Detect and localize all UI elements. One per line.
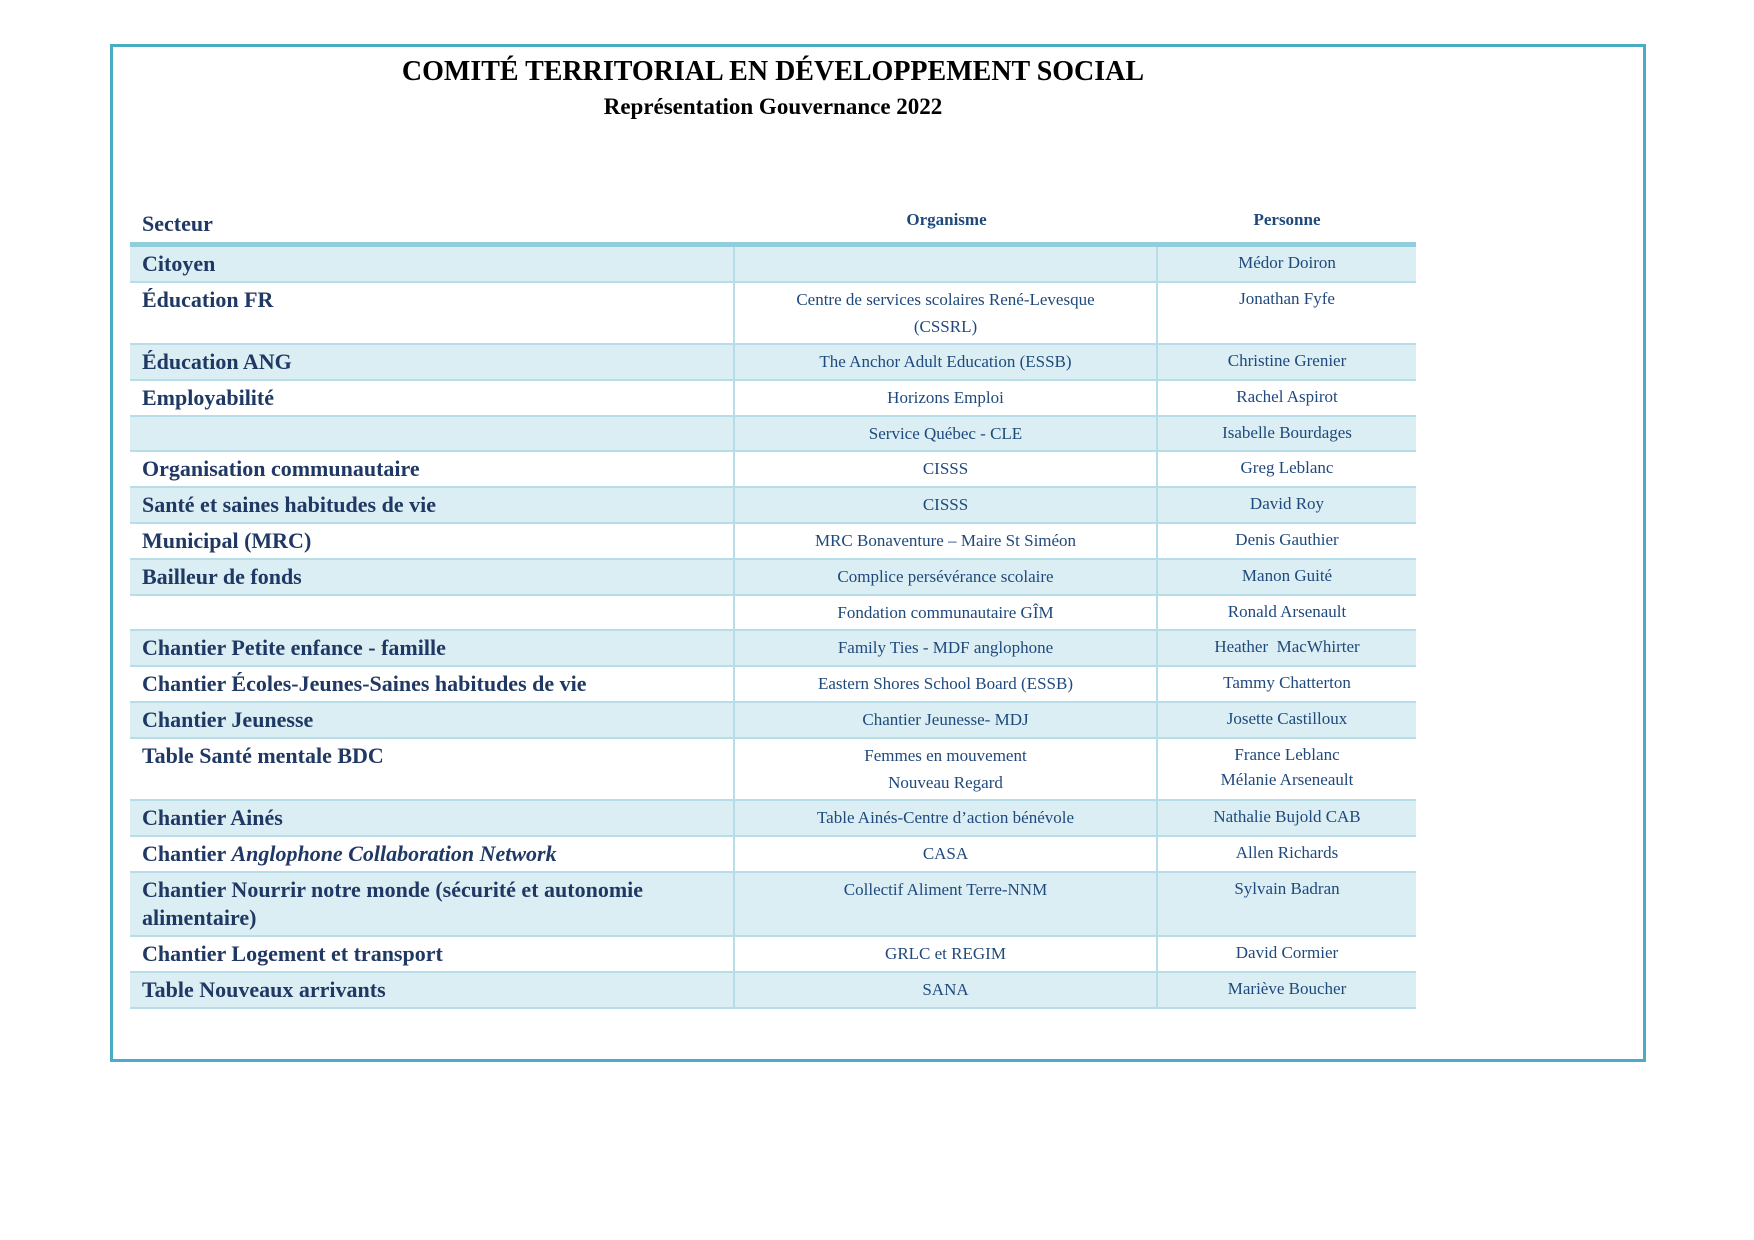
organisme-line: (CSSRL) — [913, 317, 978, 336]
secteur-text: Chantier — [142, 841, 232, 866]
personne-cell — [1158, 452, 1416, 486]
organisme-line: CISSS — [922, 495, 969, 514]
secteur-text: Chantier Écoles-Jeunes-Saines habitudes de vie — [142, 671, 587, 696]
table-row — [130, 837, 1416, 873]
personne-line: France Leblanc — [1234, 745, 1340, 764]
personne-line: Greg Leblanc — [1240, 458, 1334, 477]
personne-cell — [1158, 703, 1416, 737]
table-row — [130, 452, 1416, 488]
personne-line: Sylvain Badran — [1234, 879, 1340, 898]
document-content — [130, 56, 1416, 1009]
organisme-cell — [735, 596, 1158, 629]
table-row — [130, 417, 1416, 452]
table-row — [130, 524, 1416, 560]
secteur-cell — [130, 345, 735, 379]
table-row — [130, 381, 1416, 417]
organisme-cell — [735, 247, 1158, 281]
organisme-cell — [735, 801, 1158, 835]
secteur-cell — [130, 488, 735, 522]
organisme-line: CASA — [922, 844, 969, 863]
secteur-cell — [130, 381, 735, 415]
secteur-cell — [130, 801, 735, 835]
secteur-text: Chantier Jeunesse — [142, 707, 314, 732]
organisme-cell — [735, 739, 1158, 799]
secteur-cell — [130, 596, 735, 629]
organisme-cell — [735, 560, 1158, 594]
table-row — [130, 247, 1416, 283]
personne-cell — [1158, 488, 1416, 522]
table-row — [130, 801, 1416, 837]
personne-cell — [1158, 667, 1416, 701]
organisme-line: Complice persévérance scolaire — [837, 567, 1054, 586]
table-row — [130, 973, 1416, 1009]
organisme-cell — [735, 873, 1158, 935]
table-body — [130, 247, 1416, 1009]
organisme-line: Table Ainés-Centre d’action bénévole — [816, 808, 1075, 827]
personne-line: Manon Guité — [1241, 566, 1333, 585]
organisme-cell — [735, 381, 1158, 415]
personne-line: Denis Gauthier — [1235, 530, 1339, 549]
personne-cell — [1158, 837, 1416, 871]
personne-line: Mélanie Arseneault — [1220, 770, 1354, 789]
personne-line: Christine Grenier — [1227, 351, 1347, 370]
secteur-cell — [130, 631, 735, 665]
personne-cell — [1158, 247, 1416, 281]
secteur-text: Bailleur de fonds — [142, 564, 302, 589]
column-header-secteur: Secteur — [142, 211, 213, 236]
organisme-cell — [735, 345, 1158, 379]
secteur-cell — [130, 667, 735, 701]
secteur-cell — [130, 247, 735, 281]
secteur-text: Chantier Nourrir notre monde (sécurité et autonomie alimentaire) — [142, 877, 644, 930]
personne-line: David Cormier — [1235, 943, 1339, 962]
organisme-cell — [735, 524, 1158, 558]
organisme-cell — [735, 488, 1158, 522]
organisme-line: Nouveau Regard — [888, 773, 1003, 792]
personne-cell — [1158, 937, 1416, 971]
personne-line: Josette Castilloux — [1226, 709, 1348, 728]
organisme-line: Fondation communautaire GÎM — [837, 603, 1054, 622]
secteur-text: Municipal (MRC) — [142, 528, 312, 553]
organisme-line: CISSS — [922, 459, 969, 478]
column-header-personne: Personne — [1253, 210, 1321, 229]
personne-cell — [1158, 631, 1416, 665]
personne-line: David Roy — [1249, 494, 1325, 513]
personne-line: Jonathan Fyfe — [1239, 289, 1335, 308]
secteur-text: Chantier Petite enfance - famille — [142, 635, 446, 660]
organisme-line: Centre de services scolaires René-Levesque — [796, 290, 1095, 309]
secteur-cell — [130, 452, 735, 486]
personne-cell — [1158, 524, 1416, 558]
secteur-text: Éducation ANG — [142, 349, 292, 374]
secteur-cell — [130, 937, 735, 971]
table-row — [130, 596, 1416, 631]
personne-line: Nathalie Bujold CAB — [1213, 807, 1361, 826]
personne-cell — [1158, 801, 1416, 835]
secteur-text: Chantier Ainés — [142, 805, 283, 830]
personne-cell — [1158, 873, 1416, 935]
organisme-cell — [735, 937, 1158, 971]
secteur-cell — [130, 417, 735, 450]
organisme-line: The Anchor Adult Education (ESSB) — [819, 352, 1072, 371]
secteur-text: Table Santé mentale BDC — [142, 743, 384, 768]
secteur-text: Organisation communautaire — [142, 456, 420, 481]
personne-line: Heather MacWhirter — [1214, 637, 1360, 656]
secteur-cell — [130, 973, 735, 1007]
organisme-line: MRC Bonaventure – Maire St Siméon — [814, 531, 1077, 550]
personne-line: Tammy Chatterton — [1223, 673, 1351, 692]
table-row — [130, 937, 1416, 973]
personne-cell — [1158, 739, 1416, 799]
document-title: COMITÉ TERRITORIAL EN DÉVELOPPEMENT SOCIAL — [401, 56, 1145, 87]
organisme-cell — [735, 417, 1158, 450]
table-row — [130, 283, 1416, 345]
secteur-text: Anglophone Collaboration Network — [231, 841, 557, 866]
table-row — [130, 873, 1416, 937]
personne-cell — [1158, 283, 1416, 343]
organisme-cell — [735, 452, 1158, 486]
personne-line: Rachel Aspirot — [1236, 387, 1338, 406]
personne-cell — [1158, 417, 1416, 450]
table-row — [130, 667, 1416, 703]
personne-line: Mariève Boucher — [1227, 979, 1347, 998]
table-row — [130, 631, 1416, 667]
column-header-organisme: Organisme — [906, 210, 987, 229]
organisme-line: Eastern Shores School Board (ESSB) — [818, 674, 1073, 693]
organisme-line: Horizons Emploi — [887, 388, 1004, 407]
personne-cell — [1158, 345, 1416, 379]
secteur-cell — [130, 837, 735, 871]
organisme-line: Family Ties - MDF anglophone — [837, 638, 1054, 657]
personne-line: Médor Doiron — [1238, 253, 1336, 272]
organisme-cell — [735, 837, 1158, 871]
document-subtitle: Représentation Gouvernance 2022 — [603, 94, 943, 119]
table-row — [130, 703, 1416, 739]
organisme-line: SANA — [922, 980, 969, 999]
personne-cell — [1158, 381, 1416, 415]
personne-line: Allen Richards — [1235, 843, 1339, 862]
secteur-text: Éducation FR — [142, 287, 274, 312]
secteur-cell — [130, 739, 735, 799]
organisme-cell — [735, 631, 1158, 665]
secteur-text: Table Nouveaux arrivants — [142, 977, 386, 1002]
secteur-cell — [130, 873, 735, 935]
personne-cell — [1158, 596, 1416, 629]
secteur-cell — [130, 283, 735, 343]
table-row — [130, 739, 1416, 801]
secteur-cell — [130, 560, 735, 594]
governance-table — [130, 208, 1416, 1009]
organisme-line: Service Québec - CLE — [868, 424, 1023, 443]
table-row — [130, 560, 1416, 596]
secteur-text: Citoyen — [142, 251, 216, 276]
organisme-line: GRLC et REGIM — [885, 944, 1006, 963]
organisme-line: Chantier Jeunesse- MDJ — [862, 710, 1029, 729]
personne-line: Ronald Arsenault — [1227, 602, 1347, 621]
table-header-row — [130, 208, 1416, 247]
secteur-text: Chantier Logement et transport — [142, 941, 443, 966]
organisme-line: Femmes en mouvement — [864, 746, 1027, 765]
organisme-cell — [735, 283, 1158, 343]
personne-cell — [1158, 560, 1416, 594]
secteur-cell — [130, 703, 735, 737]
table-row — [130, 345, 1416, 381]
organisme-cell — [735, 667, 1158, 701]
organisme-cell — [735, 703, 1158, 737]
table-row — [130, 488, 1416, 524]
secteur-text: Santé et saines habitudes de vie — [142, 492, 436, 517]
organisme-line: Collectif Aliment Terre-NNM — [843, 880, 1048, 899]
personne-cell — [1158, 973, 1416, 1007]
organisme-cell — [735, 973, 1158, 1007]
secteur-text: Employabilité — [142, 385, 275, 410]
personne-line: Isabelle Bourdages — [1222, 423, 1352, 442]
secteur-cell — [130, 524, 735, 558]
